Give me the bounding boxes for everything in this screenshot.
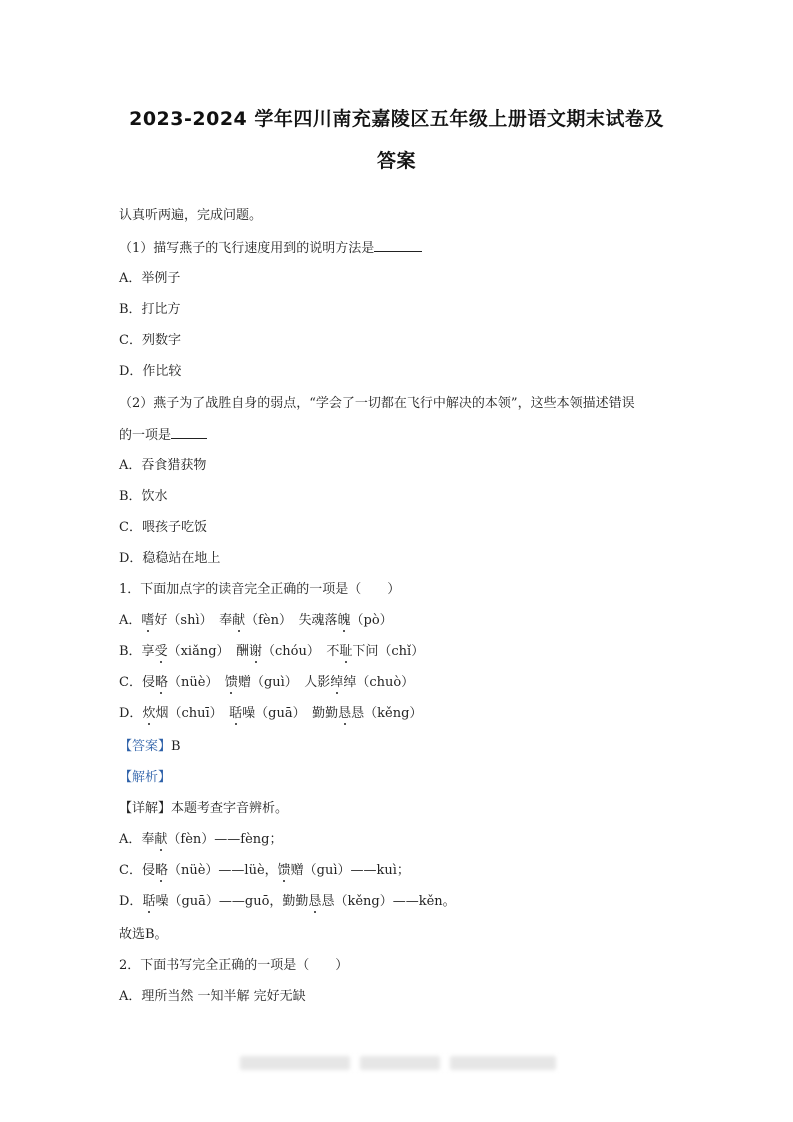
option-a: A．举例子 <box>119 271 181 286</box>
question-2-stem: 2．下面书写完全正确的一项是（ ） <box>119 958 349 973</box>
question-1-option-b: B．享受（xiǎng） 酬谢（chóu） 不耻下问（chǐ） <box>119 644 425 659</box>
explanation-a: A．奉献（fèn）——fèng； <box>119 832 283 847</box>
instruction-text: 认真听两遍，完成问题。 <box>119 208 263 223</box>
question-1-option-d: D．炊烟（chuī） 聒噪（guā） 勤勤恳恳（kěng） <box>119 706 423 721</box>
option-c: C．列数字 <box>119 333 181 348</box>
option-b: B．饮水 <box>119 489 168 504</box>
listen-question-2-stem-line-1: （2）燕子为了战胜自身的弱点，“学会了一切都在飞行中解决的本领”，这些本领描述错误 <box>119 396 635 411</box>
question-1-option-c: C．侵略（nüè） 馈赠（guì） 人影绰绰（chuò） <box>119 675 415 690</box>
listen-question-1-stem: （1）描写燕子的飞行速度用到的说明方法是 <box>119 239 422 258</box>
detail-tag: 【详解】 <box>119 801 172 816</box>
option-d: D．稳稳站在地上 <box>119 551 221 566</box>
detail-line: 【详解】本题考查字音辨析。 <box>119 801 289 816</box>
option-a: A．吞食猎获物 <box>119 458 207 473</box>
answer-blank <box>171 426 207 439</box>
blurred-footer-watermark <box>240 1055 556 1071</box>
answer-value: B <box>171 739 181 754</box>
answer-line <box>119 738 181 756</box>
analysis-tag: 【解析】 <box>119 770 172 785</box>
analysis-line <box>119 769 171 787</box>
explanation-c: C．侵略（nüè）——lüè，馈赠（guì）——kuì； <box>119 863 410 878</box>
explanation-d: D．聒噪（guā）——guō，勤勤恳恳（kěng）——kěn。 <box>119 894 456 909</box>
question-2-option-a: A．理所当然 一知半解 完好无缺 <box>119 989 306 1004</box>
document-title-line-2: 答案 <box>376 150 416 172</box>
listen-question-2-stem-line-2: 的一项是 <box>119 426 207 445</box>
answer-tag: 【答案】 <box>119 739 172 754</box>
question-1-option-a: A．嗜好（shì） 奉献（fèn） 失魂落魄（pò） <box>119 613 393 628</box>
option-b: B．打比方 <box>119 302 181 317</box>
question-1-stem: 1．下面加点字的读音完全正确的一项是（ ） <box>119 582 401 597</box>
document-title-line-1: 2023-2024 学年四川南充嘉陵区五年级上册语文期末试卷及 <box>129 108 664 130</box>
answer-blank <box>374 239 422 252</box>
conclusion-text: 故选B。 <box>119 927 168 942</box>
option-c: C．喂孩子吃饭 <box>119 520 207 535</box>
option-d: D．作比较 <box>119 364 182 379</box>
